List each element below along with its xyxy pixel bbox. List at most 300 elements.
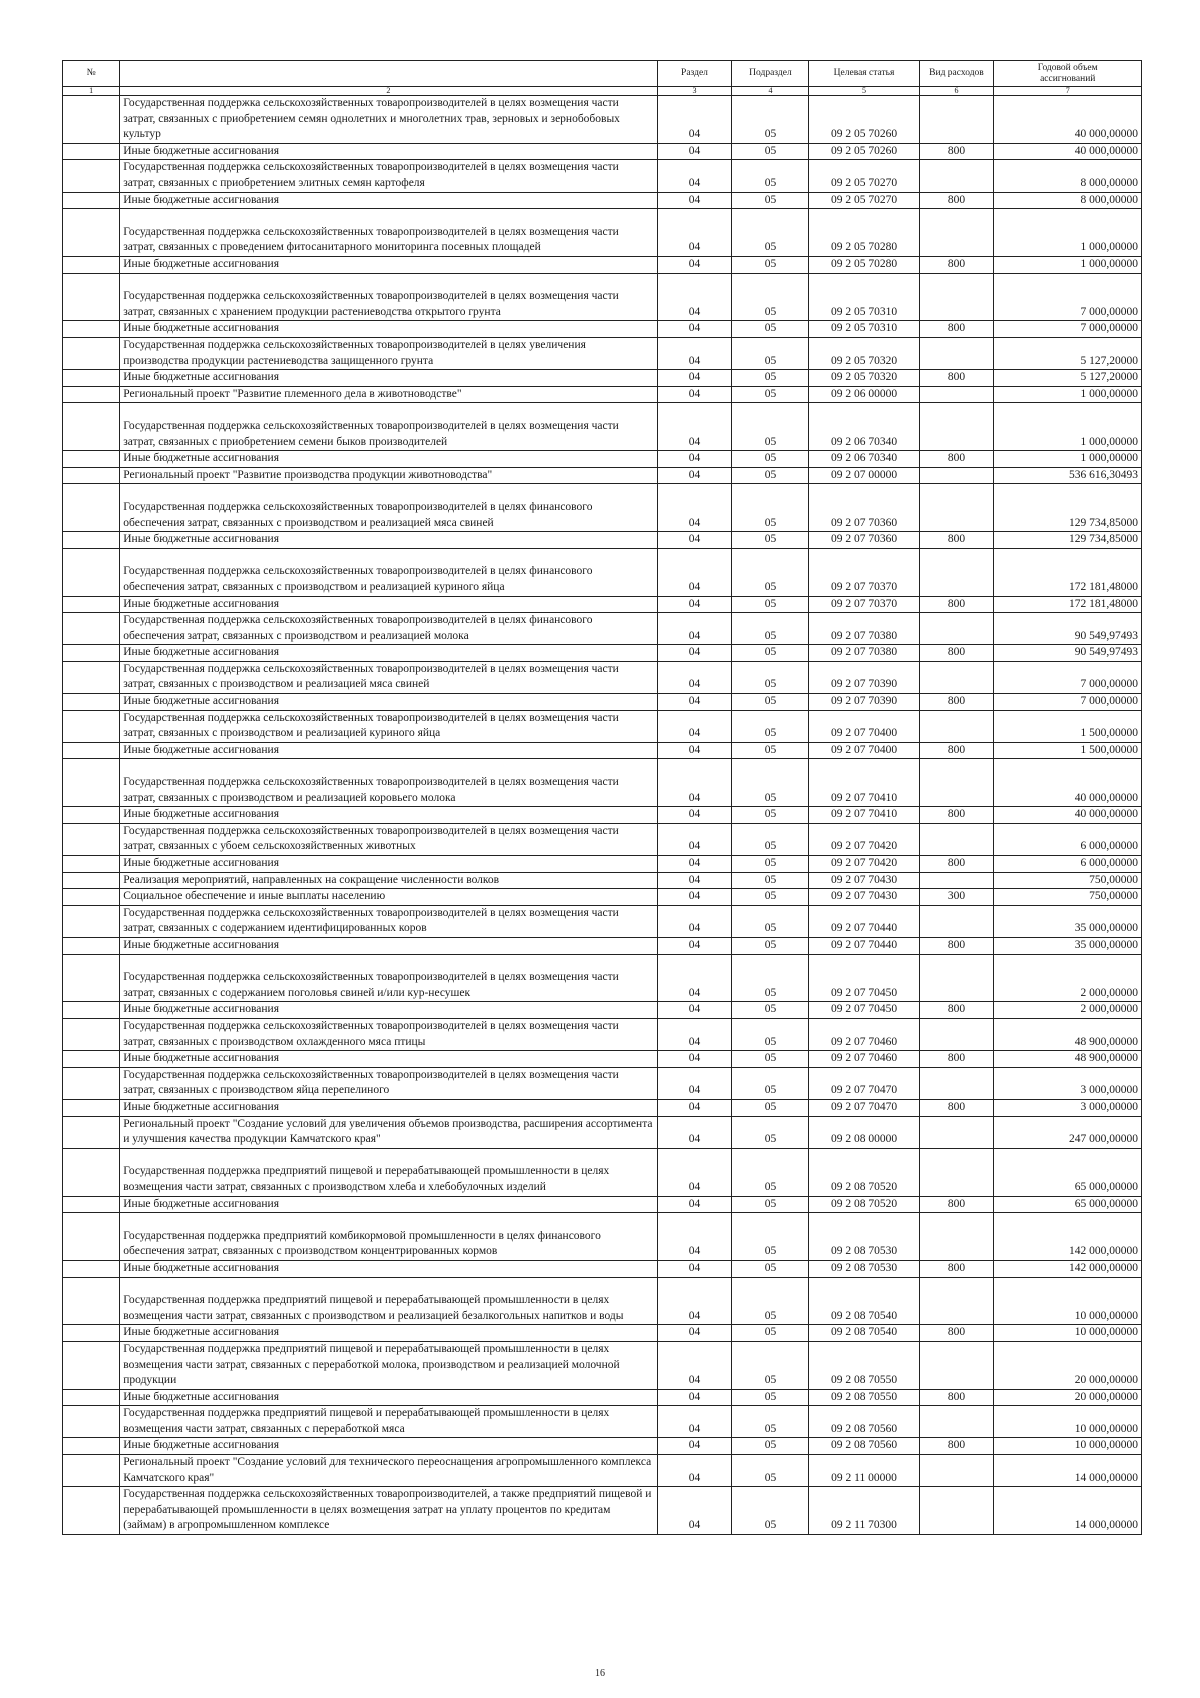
row-podrazdel-cell: 05	[732, 742, 809, 759]
row-name-cell: Иные бюджетные ассигнования	[120, 532, 657, 549]
row-vid-cell: 300	[919, 889, 994, 906]
row-amount-cell: 20 000,00000	[994, 1341, 1142, 1389]
row-vid-cell: 800	[919, 1051, 994, 1068]
row-name-cell: Государственная поддержка сельскохозяйственных товаропроизводителей, а также предприятий пищевой и перерабатывающей промышленности в целях возмещения затрат на уплату процентов по кредитам (займам) в агропромышленном комплексе	[120, 1487, 657, 1535]
row-vid-cell: 800	[919, 370, 994, 387]
row-name-cell: Государственная поддержка сельскохозяйственных товаропроизводителей в целях возмещения части затрат, связанных с производством охлажденного мяса птицы	[120, 1018, 657, 1050]
row-podrazdel-cell: 05	[732, 872, 809, 889]
row-razdel-cell: 04	[657, 954, 732, 1002]
budget-table	[62, 60, 1142, 1535]
table-row	[63, 273, 1142, 321]
row-name-cell: Иные бюджетные ассигнования	[120, 645, 657, 662]
row-razdel-cell: 04	[657, 403, 732, 451]
row-razdel-cell: 04	[657, 856, 732, 873]
row-vid-cell	[919, 613, 994, 645]
row-number-cell	[63, 1196, 120, 1213]
table-row	[63, 596, 1142, 613]
table-row	[63, 1455, 1142, 1487]
row-vid-cell	[919, 954, 994, 1002]
row-number-cell	[63, 1455, 120, 1487]
table-row	[63, 1487, 1142, 1535]
row-podrazdel-cell: 05	[732, 1260, 809, 1277]
row-podrazdel-cell: 05	[732, 905, 809, 937]
row-razdel-cell: 04	[657, 807, 732, 824]
table-row	[63, 645, 1142, 662]
row-vid-cell	[919, 1116, 994, 1148]
row-podrazdel-cell: 05	[732, 1099, 809, 1116]
row-name-cell: Государственная поддержка сельскохозяйственных товаропроизводителей в целях возмещения части затрат, связанных с приобретением семян однолетних и многолетних трав, зерновых и зернобобовых культур	[120, 96, 657, 144]
row-number-cell	[63, 209, 120, 257]
row-podrazdel-cell: 05	[732, 1196, 809, 1213]
table-row	[63, 954, 1142, 1002]
row-razdel-cell: 04	[657, 209, 732, 257]
table-row	[63, 96, 1142, 144]
row-name-cell: Иные бюджетные ассигнования	[120, 256, 657, 273]
row-vid-cell: 800	[919, 937, 994, 954]
table-row	[63, 1099, 1142, 1116]
row-razdel-cell: 04	[657, 1148, 732, 1196]
row-razdel-cell: 04	[657, 937, 732, 954]
row-code-cell: 09 2 07 70400	[809, 742, 919, 759]
row-amount-cell: 750,00000	[994, 889, 1142, 906]
row-amount-cell: 1 000,00000	[994, 403, 1142, 451]
row-podrazdel-cell: 05	[732, 386, 809, 403]
row-amount-cell: 7 000,00000	[994, 273, 1142, 321]
row-vid-cell: 800	[919, 1002, 994, 1019]
row-code-cell: 09 2 06 00000	[809, 386, 919, 403]
row-amount-cell: 10 000,00000	[994, 1325, 1142, 1342]
row-razdel-cell: 04	[657, 532, 732, 549]
row-razdel-cell: 04	[657, 613, 732, 645]
row-razdel-cell: 04	[657, 710, 732, 742]
row-razdel-cell: 04	[657, 1260, 732, 1277]
row-podrazdel-cell: 05	[732, 613, 809, 645]
row-vid-cell	[919, 337, 994, 369]
row-amount-cell: 14 000,00000	[994, 1455, 1142, 1487]
row-number-cell	[63, 596, 120, 613]
column-number-row	[63, 87, 1142, 96]
row-code-cell: 09 2 07 00000	[809, 467, 919, 484]
table-row	[63, 1438, 1142, 1455]
row-vid-cell	[919, 273, 994, 321]
row-number-cell	[63, 1389, 120, 1406]
row-number-cell	[63, 954, 120, 1002]
row-number-cell	[63, 1067, 120, 1099]
row-vid-cell: 800	[919, 694, 994, 711]
table-row	[63, 710, 1142, 742]
row-code-cell: 09 2 11 70300	[809, 1487, 919, 1535]
row-amount-cell: 142 000,00000	[994, 1260, 1142, 1277]
table-row	[63, 484, 1142, 532]
row-number-cell	[63, 143, 120, 160]
row-amount-cell: 7 000,00000	[994, 694, 1142, 711]
row-podrazdel-cell: 05	[732, 337, 809, 369]
row-razdel-cell: 04	[657, 1051, 732, 1068]
row-razdel-cell: 04	[657, 467, 732, 484]
row-amount-cell: 90 549,97493	[994, 645, 1142, 662]
row-podrazdel-cell: 05	[732, 823, 809, 855]
row-name-cell: Государственная поддержка сельскохозяйственных товаропроизводителей в целях возмещения части затрат, связанных с проведением фитосанитарного мониторинга посевных площадей	[120, 209, 657, 257]
header-podrazdel: Подраздел	[732, 61, 809, 87]
row-name-cell: Региональный проект "Развитие производства продукции животноводства"	[120, 467, 657, 484]
row-number-cell	[63, 937, 120, 954]
colnum-3: 3	[657, 87, 732, 96]
row-razdel-cell: 04	[657, 694, 732, 711]
row-amount-cell: 65 000,00000	[994, 1148, 1142, 1196]
colnum-5: 5	[809, 87, 919, 96]
row-razdel-cell: 04	[657, 1018, 732, 1050]
row-podrazdel-cell: 05	[732, 1213, 809, 1261]
row-podrazdel-cell: 05	[732, 467, 809, 484]
colnum-7: 7	[994, 87, 1142, 96]
row-razdel-cell: 04	[657, 1438, 732, 1455]
colnum-4: 4	[732, 87, 809, 96]
table-row	[63, 532, 1142, 549]
row-name-cell: Государственная поддержка сельскохозяйственных товаропроизводителей в целях возмещения части затрат, связанных с убоем сельскохозяйственных животных	[120, 823, 657, 855]
table-body	[63, 96, 1142, 1535]
row-number-cell	[63, 694, 120, 711]
row-code-cell: 09 2 11 00000	[809, 1455, 919, 1487]
row-podrazdel-cell: 05	[732, 661, 809, 693]
row-podrazdel-cell: 05	[732, 759, 809, 807]
row-number-cell	[63, 613, 120, 645]
header-row	[63, 61, 1142, 87]
row-podrazdel-cell: 05	[732, 548, 809, 596]
row-razdel-cell: 04	[657, 742, 732, 759]
row-vid-cell	[919, 1213, 994, 1261]
row-podrazdel-cell: 05	[732, 1051, 809, 1068]
row-amount-cell: 1 000,00000	[994, 209, 1142, 257]
row-name-cell: Государственная поддержка предприятий пищевой и перерабатывающей промышленности в целях возмещения части затрат, связанных с переработкой мяса	[120, 1406, 657, 1438]
row-podrazdel-cell: 05	[732, 1341, 809, 1389]
row-amount-cell: 1 500,00000	[994, 710, 1142, 742]
row-razdel-cell: 04	[657, 1277, 732, 1325]
row-name-cell: Государственная поддержка сельскохозяйственных товаропроизводителей в целях возмещения части затрат, связанных с производством яйца перепелиного	[120, 1067, 657, 1099]
row-amount-cell: 5 127,20000	[994, 370, 1142, 387]
row-podrazdel-cell: 05	[732, 403, 809, 451]
row-name-cell: Иные бюджетные ассигнования	[120, 596, 657, 613]
table-row	[63, 613, 1142, 645]
row-vid-cell	[919, 1341, 994, 1389]
colnum-1: 1	[63, 87, 120, 96]
row-razdel-cell: 04	[657, 484, 732, 532]
row-code-cell: 09 2 08 00000	[809, 1116, 919, 1148]
row-amount-cell: 20 000,00000	[994, 1389, 1142, 1406]
row-vid-cell	[919, 386, 994, 403]
header-no: №	[63, 61, 120, 87]
row-razdel-cell: 04	[657, 889, 732, 906]
row-name-cell: Региональный проект "Развитие племенного дела в животноводстве"	[120, 386, 657, 403]
row-vid-cell	[919, 710, 994, 742]
row-podrazdel-cell: 05	[732, 1325, 809, 1342]
row-razdel-cell: 04	[657, 1067, 732, 1099]
budget-sheet	[62, 60, 1142, 1535]
row-code-cell: 09 2 08 70530	[809, 1213, 919, 1261]
row-razdel-cell: 04	[657, 1341, 732, 1389]
row-podrazdel-cell: 05	[732, 451, 809, 468]
table-row	[63, 1196, 1142, 1213]
row-razdel-cell: 04	[657, 1406, 732, 1438]
row-name-cell: Иные бюджетные ассигнования	[120, 1325, 657, 1342]
row-vid-cell	[919, 1487, 994, 1535]
row-name-cell: Иные бюджетные ассигнования	[120, 451, 657, 468]
row-vid-cell	[919, 1277, 994, 1325]
row-code-cell: 09 2 05 70270	[809, 160, 919, 192]
row-amount-cell: 40 000,00000	[994, 143, 1142, 160]
row-code-cell: 09 2 05 70280	[809, 209, 919, 257]
table-row	[63, 143, 1142, 160]
header-name	[120, 61, 657, 87]
row-amount-cell: 7 000,00000	[994, 661, 1142, 693]
header-tselevaya: Целевая статья	[809, 61, 919, 87]
table-row	[63, 872, 1142, 889]
table-row	[63, 1018, 1142, 1050]
row-number-cell	[63, 1018, 120, 1050]
row-name-cell: Иные бюджетные ассигнования	[120, 370, 657, 387]
row-razdel-cell: 04	[657, 1455, 732, 1487]
row-code-cell: 09 2 08 70560	[809, 1438, 919, 1455]
row-vid-cell	[919, 160, 994, 192]
row-code-cell: 09 2 05 70260	[809, 143, 919, 160]
row-name-cell: Реализация мероприятий, направленных на сокращение численности волков	[120, 872, 657, 889]
table-row	[63, 807, 1142, 824]
row-vid-cell: 800	[919, 192, 994, 209]
row-name-cell: Иные бюджетные ассигнования	[120, 856, 657, 873]
table-row	[63, 1213, 1142, 1261]
table-row	[63, 1116, 1142, 1148]
row-code-cell: 09 2 07 70360	[809, 484, 919, 532]
row-vid-cell	[919, 1455, 994, 1487]
table-row	[63, 1260, 1142, 1277]
row-number-cell	[63, 96, 120, 144]
row-podrazdel-cell: 05	[732, 192, 809, 209]
row-code-cell: 09 2 08 70550	[809, 1389, 919, 1406]
row-amount-cell: 90 549,97493	[994, 613, 1142, 645]
row-number-cell	[63, 1213, 120, 1261]
row-podrazdel-cell: 05	[732, 1277, 809, 1325]
row-code-cell: 09 2 07 70360	[809, 532, 919, 549]
row-code-cell: 09 2 08 70540	[809, 1325, 919, 1342]
row-number-cell	[63, 710, 120, 742]
row-code-cell: 09 2 05 70320	[809, 370, 919, 387]
row-code-cell: 09 2 07 70380	[809, 613, 919, 645]
row-code-cell: 09 2 07 70470	[809, 1099, 919, 1116]
row-name-cell: Государственная поддержка сельскохозяйственных товаропроизводителей в целях возмещения части затрат, связанных с содержанием идентифицированных коров	[120, 905, 657, 937]
row-amount-cell: 750,00000	[994, 872, 1142, 889]
row-amount-cell: 1 000,00000	[994, 386, 1142, 403]
row-name-cell: Иные бюджетные ассигнования	[120, 321, 657, 338]
row-name-cell: Государственная поддержка сельскохозяйственных товаропроизводителей в целях финансового обеспечения затрат, связанных с производством и реализацией молока	[120, 613, 657, 645]
row-name-cell: Региональный проект "Создание условий для увеличения объемов производства, расширения ассортимента и улучшения качества продукции Камчатского края"	[120, 1116, 657, 1148]
row-name-cell: Социальное обеспечение и иные выплаты населению	[120, 889, 657, 906]
row-name-cell: Государственная поддержка сельскохозяйственных товаропроизводителей в целях возмещения части затрат, связанных с производством и реализацией куриного яйца	[120, 710, 657, 742]
row-name-cell: Государственная поддержка сельскохозяйственных товаропроизводителей в целях возмещения части затрат, связанных с содержанием поголовья свиней и/или кур-несушек	[120, 954, 657, 1002]
row-number-cell	[63, 256, 120, 273]
row-code-cell: 09 2 05 70270	[809, 192, 919, 209]
row-vid-cell	[919, 661, 994, 693]
row-name-cell: Государственная поддержка предприятий пищевой и перерабатывающей промышленности в целях возмещения части затрат, связанных с переработкой молока, производством и реализацией молочной продукции	[120, 1341, 657, 1389]
row-amount-cell: 48 900,00000	[994, 1051, 1142, 1068]
row-name-cell: Иные бюджетные ассигнования	[120, 742, 657, 759]
row-vid-cell: 800	[919, 532, 994, 549]
row-number-cell	[63, 1487, 120, 1535]
row-vid-cell	[919, 467, 994, 484]
row-code-cell: 09 2 07 70440	[809, 937, 919, 954]
row-code-cell: 09 2 08 70550	[809, 1341, 919, 1389]
row-number-cell	[63, 742, 120, 759]
table-row	[63, 1389, 1142, 1406]
row-razdel-cell: 04	[657, 548, 732, 596]
row-amount-cell: 35 000,00000	[994, 937, 1142, 954]
row-vid-cell	[919, 823, 994, 855]
row-name-cell: Иные бюджетные ассигнования	[120, 192, 657, 209]
table-row	[63, 467, 1142, 484]
table-row	[63, 386, 1142, 403]
row-code-cell: 09 2 05 70320	[809, 337, 919, 369]
row-name-cell: Государственная поддержка сельскохозяйственных товаропроизводителей в целях возмещения части затрат, связанных с производством и реализацией мяса свиней	[120, 661, 657, 693]
row-code-cell: 09 2 07 70430	[809, 872, 919, 889]
row-code-cell: 09 2 07 70460	[809, 1018, 919, 1050]
row-number-cell	[63, 192, 120, 209]
row-razdel-cell: 04	[657, 661, 732, 693]
row-code-cell: 09 2 06 70340	[809, 451, 919, 468]
row-amount-cell: 8 000,00000	[994, 192, 1142, 209]
table-row	[63, 337, 1142, 369]
table-row	[63, 856, 1142, 873]
table-row	[63, 403, 1142, 451]
row-name-cell: Государственная поддержка сельскохозяйственных товаропроизводителей в целях финансового обеспечения затрат, связанных с производством и реализацией мяса свиней	[120, 484, 657, 532]
row-vid-cell: 800	[919, 856, 994, 873]
row-number-cell	[63, 160, 120, 192]
row-podrazdel-cell: 05	[732, 937, 809, 954]
row-podrazdel-cell: 05	[732, 710, 809, 742]
row-podrazdel-cell: 05	[732, 1455, 809, 1487]
row-number-cell	[63, 1099, 120, 1116]
row-podrazdel-cell: 05	[732, 596, 809, 613]
row-podrazdel-cell: 05	[732, 1389, 809, 1406]
row-vid-cell	[919, 484, 994, 532]
row-amount-cell: 1 500,00000	[994, 742, 1142, 759]
table-row	[63, 694, 1142, 711]
row-code-cell: 09 2 08 70560	[809, 1406, 919, 1438]
row-amount-cell: 6 000,00000	[994, 856, 1142, 873]
row-number-cell	[63, 484, 120, 532]
header-vid: Вид расходов	[919, 61, 994, 87]
row-razdel-cell: 04	[657, 321, 732, 338]
row-number-cell	[63, 273, 120, 321]
row-code-cell: 09 2 07 70410	[809, 759, 919, 807]
row-razdel-cell: 04	[657, 256, 732, 273]
row-podrazdel-cell: 05	[732, 1116, 809, 1148]
row-podrazdel-cell: 05	[732, 143, 809, 160]
row-amount-cell: 48 900,00000	[994, 1018, 1142, 1050]
row-number-cell	[63, 823, 120, 855]
row-number-cell	[63, 645, 120, 662]
row-podrazdel-cell: 05	[732, 954, 809, 1002]
row-podrazdel-cell: 05	[732, 209, 809, 257]
row-razdel-cell: 04	[657, 872, 732, 889]
row-name-cell: Государственная поддержка сельскохозяйственных товаропроизводителей в целях увеличения производства продукции растениеводства защищенного грунта	[120, 337, 657, 369]
row-number-cell	[63, 451, 120, 468]
row-razdel-cell: 04	[657, 451, 732, 468]
table-row	[63, 1406, 1142, 1438]
row-podrazdel-cell: 05	[732, 321, 809, 338]
row-number-cell	[63, 1341, 120, 1389]
row-vid-cell: 800	[919, 596, 994, 613]
row-code-cell: 09 2 07 70440	[809, 905, 919, 937]
row-name-cell: Государственная поддержка предприятий пищевой и перерабатывающей промышленности в целях возмещения части затрат, связанных с производством и реализацией безалкогольных напитков и воды	[120, 1277, 657, 1325]
row-amount-cell: 247 000,00000	[994, 1116, 1142, 1148]
table-row	[63, 209, 1142, 257]
row-name-cell: Государственная поддержка сельскохозяйственных товаропроизводителей в целях возмещения части затрат, связанных с приобретением семени быков производителей	[120, 403, 657, 451]
row-podrazdel-cell: 05	[732, 532, 809, 549]
row-amount-cell: 1 000,00000	[994, 451, 1142, 468]
table-row	[63, 192, 1142, 209]
row-name-cell: Иные бюджетные ассигнования	[120, 1196, 657, 1213]
row-name-cell: Иные бюджетные ассигнования	[120, 1002, 657, 1019]
row-name-cell: Иные бюджетные ассигнования	[120, 1389, 657, 1406]
row-vid-cell	[919, 759, 994, 807]
row-razdel-cell: 04	[657, 596, 732, 613]
row-number-cell	[63, 889, 120, 906]
row-razdel-cell: 04	[657, 645, 732, 662]
row-code-cell: 09 2 07 70390	[809, 694, 919, 711]
row-vid-cell	[919, 1067, 994, 1099]
row-number-cell	[63, 386, 120, 403]
row-code-cell: 09 2 07 70450	[809, 1002, 919, 1019]
row-number-cell	[63, 905, 120, 937]
row-vid-cell	[919, 548, 994, 596]
row-number-cell	[63, 1277, 120, 1325]
colnum-6: 6	[919, 87, 994, 96]
row-number-cell	[63, 1002, 120, 1019]
header-obiem-line2: ассигнований	[1040, 73, 1096, 84]
table-row	[63, 937, 1142, 954]
row-razdel-cell: 04	[657, 1099, 732, 1116]
page-number: 16	[595, 1668, 605, 1679]
row-razdel-cell: 04	[657, 1196, 732, 1213]
row-code-cell: 09 2 08 70530	[809, 1260, 919, 1277]
row-podrazdel-cell: 05	[732, 645, 809, 662]
row-amount-cell: 7 000,00000	[994, 321, 1142, 338]
table-row	[63, 1051, 1142, 1068]
row-amount-cell: 172 181,48000	[994, 548, 1142, 596]
row-razdel-cell: 04	[657, 1389, 732, 1406]
row-razdel-cell: 04	[657, 759, 732, 807]
table-row	[63, 1341, 1142, 1389]
row-number-cell	[63, 1260, 120, 1277]
row-vid-cell: 800	[919, 807, 994, 824]
row-name-cell: Иные бюджетные ассигнования	[120, 1438, 657, 1455]
row-name-cell: Иные бюджетные ассигнования	[120, 1260, 657, 1277]
row-code-cell: 09 2 07 70450	[809, 954, 919, 1002]
row-number-cell	[63, 321, 120, 338]
row-podrazdel-cell: 05	[732, 1148, 809, 1196]
row-number-cell	[63, 467, 120, 484]
table-row	[63, 321, 1142, 338]
row-code-cell: 09 2 05 70280	[809, 256, 919, 273]
row-vid-cell: 800	[919, 321, 994, 338]
row-podrazdel-cell: 05	[732, 807, 809, 824]
table-row	[63, 823, 1142, 855]
table-row	[63, 1325, 1142, 1342]
row-amount-cell: 65 000,00000	[994, 1196, 1142, 1213]
row-razdel-cell: 04	[657, 1325, 732, 1342]
row-podrazdel-cell: 05	[732, 273, 809, 321]
row-podrazdel-cell: 05	[732, 96, 809, 144]
row-razdel-cell: 04	[657, 1116, 732, 1148]
row-vid-cell: 800	[919, 1438, 994, 1455]
